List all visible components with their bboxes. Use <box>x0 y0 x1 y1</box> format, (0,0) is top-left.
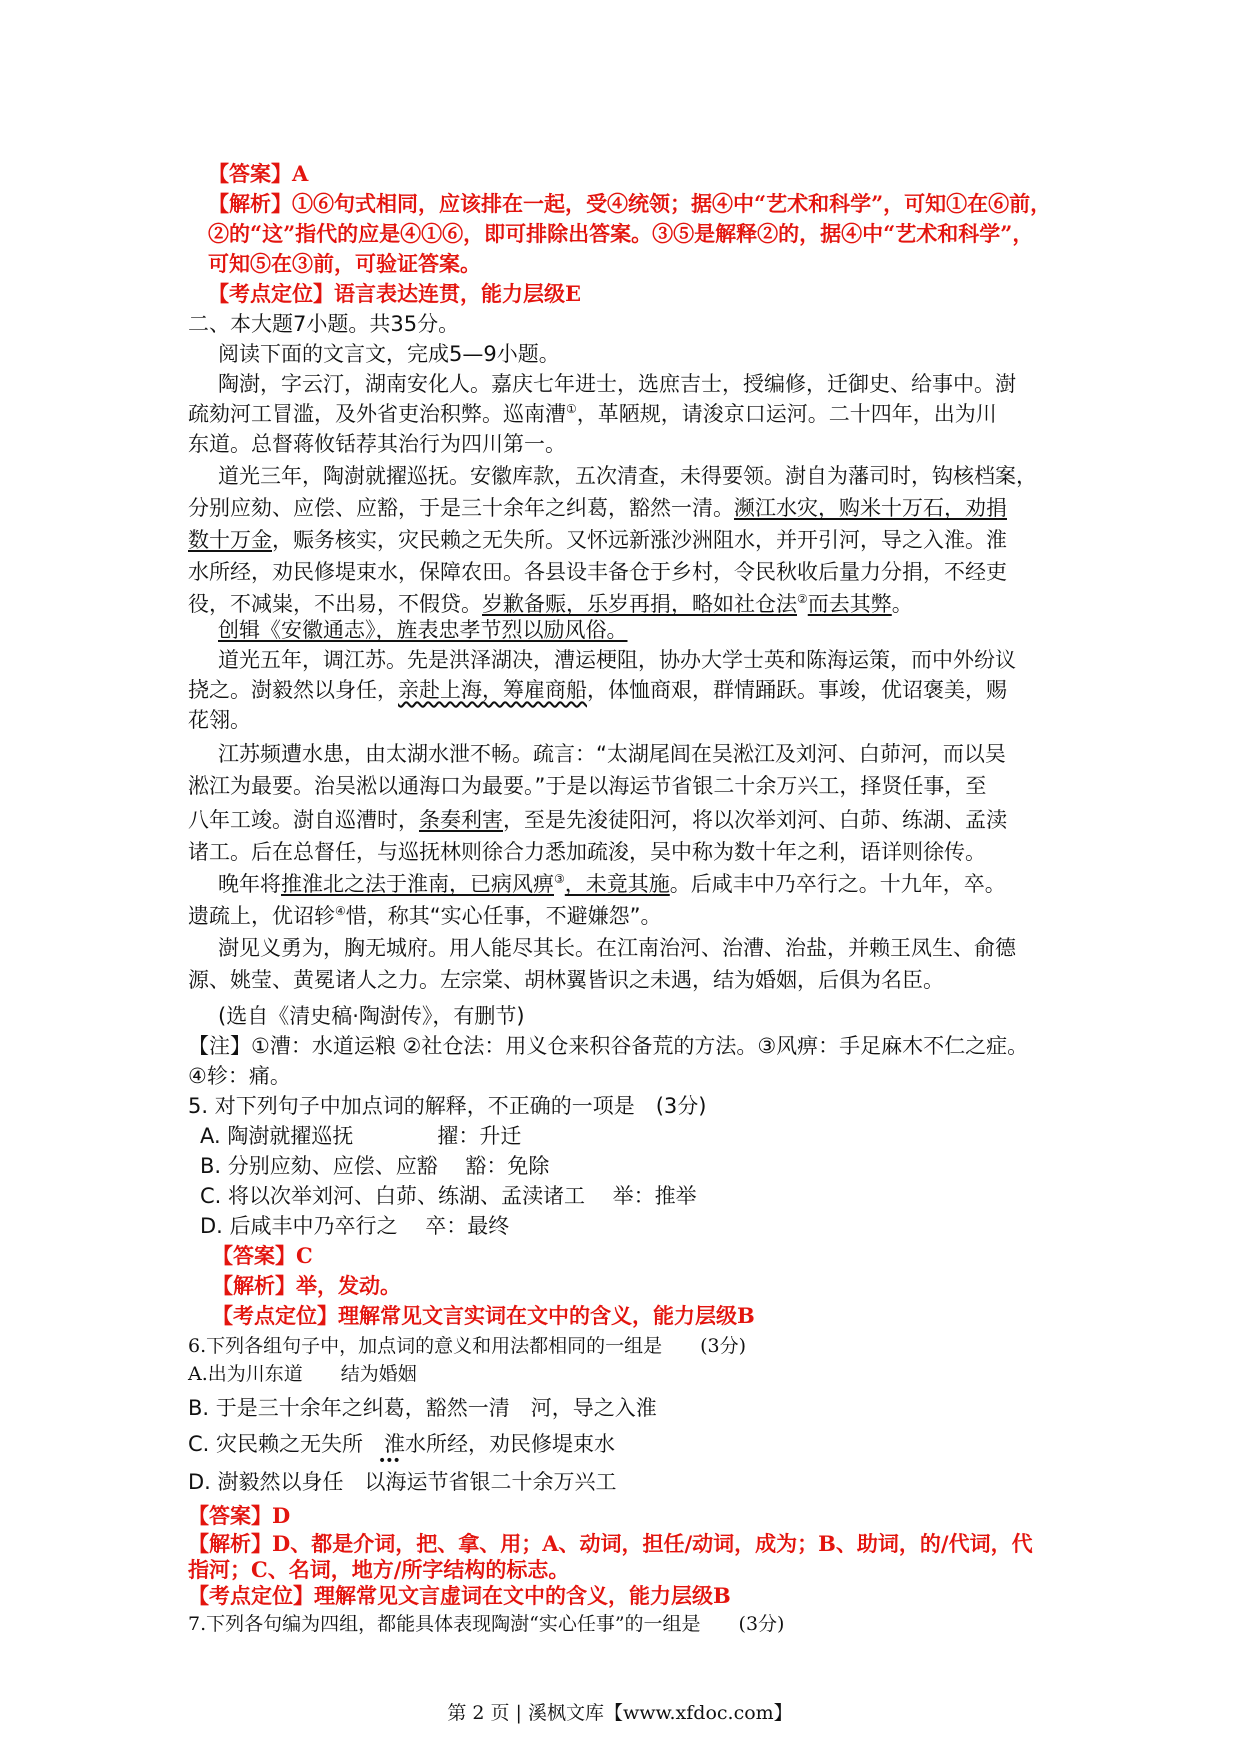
emphasis-dots: ••• <box>378 1453 400 1469</box>
passage-p5-line-1 <box>218 870 1006 898</box>
q6-option-b: B. 于是三十余年之纠葛，豁然一清 河，导之入淮 <box>188 1396 657 1420</box>
q5-point: 【考点定位】理解常见文言实词在文中的含义，能力层级B <box>212 1303 755 1328</box>
q4-analysis-line-3: 可知⑤在③前，可验证答案。 <box>208 251 481 276</box>
q6-analysis-line-1: 【解析】D、都是介词，把、拿、用；A、动词，担任/动词，成为；B、助词，的/代词，代 <box>188 1531 1033 1556</box>
passage-p5-text-b: 。后咸丰中乃卒行之。十九年，卒。 <box>669 872 1006 896</box>
passage-p2-text-a: 分别应劾、应偿、应豁，于是三十余年之纠葛，豁然一清。 <box>188 496 734 520</box>
passage-p2-text-c: 役，不减粜，不出易，不假贷。 <box>188 592 482 616</box>
q5-stem: 5. 对下列句子中加点词的解释，不正确的一项是 (3分) <box>188 1094 707 1118</box>
passage-p4-line-2: 淞江为最要。治吴淞以通海口为最要。”于是以海运节省银二十余万兴工，择贤任事，至 <box>188 774 987 798</box>
q4-analysis-line-1: 【解析】①⑥句式相同，应该排在一起，受④统领；据④中“艺术和科学”，可知①在⑥前， <box>208 191 1052 216</box>
passage-p4-line-3 <box>188 806 1007 834</box>
underlined-sentence-1b: 数十万金 <box>188 528 272 552</box>
q4-analysis-line-2: ②的“这”指代的应是④①⑥，即可排除出答案。③⑤是解释②的，据④中“艺术和科学”， <box>208 221 1034 246</box>
q6-answer: 【答案】D <box>188 1503 291 1528</box>
underlined-sentence-3: 创辑《安徽通志》，旌表忠孝节烈以励风俗。 <box>218 618 628 642</box>
passage-p4-line-1: 江苏频遭水患，由太湖水泄不畅。疏言：“太湖尾闾在吴淞江及刘河、白茆河，而以吴 <box>218 742 1006 766</box>
passage-p2-line-1: 道光三年，陶澍就擢巡抚。安徽库款，五次清查，未得要领。澍自为藩司时，钩核档案， <box>218 464 1037 488</box>
passage-p2-line-3 <box>188 526 1007 554</box>
q5-answer: 【答案】C <box>212 1243 313 1268</box>
underlined-sentence-5a: 推淮北之法于淮南，已病风痹 <box>281 872 554 896</box>
passage-p5-text-d: 惜，称其“实心任事，不避嫌怨”。 <box>345 904 662 928</box>
passage-p1-text-a: 疏劾河工冒滥，及外省吏治积弊。巡南漕 <box>188 402 566 426</box>
underlined-phrase-4: 条奏利害 <box>419 808 503 832</box>
passage-p1-text-b: ，革陋规，请浚京口运河。二十四年，出为川 <box>576 402 997 426</box>
q5-option-c: C. 将以次举刘河、白茆、练湖、孟渎诸工 举：推举 <box>200 1184 697 1208</box>
passage-p2-text-d: 。 <box>891 592 913 616</box>
passage-p5-text-a: 晚年将 <box>218 872 281 896</box>
q7-stem: 7.下列各句编为四组，都能具体表现陶澍“实心任事”的一组是 (3分) <box>188 1613 785 1635</box>
passage-p5-line-2 <box>188 902 662 930</box>
q6-option-a: A.出为川东道 结为婚姻 <box>188 1363 417 1385</box>
passage-p2-text-b: ，赈务核实，灾民赖之无失所。又怀远新涨沙洲阻水，并开引河，导之入淮。淮 <box>272 528 1007 552</box>
passage-p4-line-4: 诸工。后在总督任，与巡抚林则徐合力悉加疏浚，吴中称为数十年之利，语详则徐传。 <box>188 840 986 864</box>
footnote-marker-2: ② <box>797 592 808 606</box>
passage-source: (选自《清史稿·陶澍传》，有删节) <box>218 1004 525 1028</box>
section-instruction: 阅读下面的文言文，完成5—9小题。 <box>218 342 560 366</box>
footnote-marker-3: ③ <box>554 872 565 886</box>
q4-answer: 【答案】A <box>208 161 309 186</box>
passage-p1-line-1: 陶澍，字云汀，湖南安化人。嘉庆七年进士，选庶吉士，授编修，迁御史、给事中。澍 <box>218 372 1016 396</box>
q6-point: 【考点定位】理解常见文言虚词在文中的含义，能力层级B <box>188 1583 731 1608</box>
underlined-sentence-1a: 濒江水灾，购米十万石，劝捐 <box>734 496 1007 520</box>
passage-p2-line-2 <box>188 494 1007 522</box>
q4-point: 【考点定位】语言表达连贯，能力层级E <box>208 281 582 306</box>
q6-analysis-line-2: 指河；C、名词，地方/所字结构的标志。 <box>188 1557 570 1582</box>
underlined-sentence-5b: ，未竟其施 <box>564 872 670 896</box>
passage-p3-line-1: 道光五年，调江苏。先是洪泽湖决，漕运梗阻，协办大学士英和陈海运策，而中外纷议 <box>218 648 1016 672</box>
passage-p3-line-3: 花翎。 <box>188 708 251 732</box>
passage-p4-text-a: 八年工竣。澍自巡漕时， <box>188 808 419 832</box>
underlined-sentence-2a: 岁歉备赈，乐岁再捐，略如社仓法 <box>482 592 797 616</box>
passage-p6-line-2: 源、姚莹、黄冕诸人之力。左宗棠、胡林翼皆识之未遇，结为婚姻，后俱为名臣。 <box>188 968 944 992</box>
passage-notes-line-1: 【注】①漕：水道运粮 ②社仓法：用义仓来积谷备荒的方法。③风痹：手足麻木不仁之症。 <box>188 1034 1029 1058</box>
q6-stem: 6.下列各组句子中，加点词的意义和用法都相同的一组是 (3分) <box>188 1335 747 1357</box>
q6-option-c: C. 灾民赖之无失所 淮水所经，劝民修堤束水 <box>188 1432 616 1456</box>
page-footer: 第 2 页 | 溪枫文库【www.xfdoc.com】 <box>447 1702 793 1724</box>
footnote-marker-4: ④ <box>335 904 346 918</box>
passage-p2-line-5 <box>188 590 913 618</box>
passage-p3-line-2 <box>188 676 1007 704</box>
passage-notes-line-2: ④轸：痛。 <box>188 1064 291 1088</box>
wavy-underlined-phrase: 亲赴上海，筹雇商船 <box>398 678 587 702</box>
q5-option-b: B. 分别应劾、应偿、应豁 豁：免除 <box>200 1154 550 1178</box>
underlined-sentence-2b: 而去其弊 <box>807 592 892 616</box>
q5-analysis: 【解析】举，发动。 <box>212 1273 401 1298</box>
footnote-marker-1: ① <box>566 402 577 416</box>
passage-p4-text-b: ，至是先浚徒阳河，将以次举刘河、白茆、练湖、孟渎 <box>503 808 1007 832</box>
q5-option-a: A. 陶澍就擢巡抚 擢：升迁 <box>200 1124 522 1148</box>
q5-option-d: D. 后咸丰中乃卒行之 卒：最终 <box>200 1214 510 1238</box>
passage-p2-line-4: 水所经，劝民修堤束水，保障农田。各县设丰备仓于乡村，令民秋收后量力分捐，不经吏 <box>188 560 1007 584</box>
passage-p3-text-b: ，体恤商艰，群情踊跃。事竣，优诏褒美，赐 <box>587 678 1007 702</box>
passage-p6-line-1: 澍见义勇为，胸无城府。用人能尽其长。在江南治河、治漕、治盐，并赖王凤生、俞德 <box>218 936 1016 960</box>
passage-p1-line-2 <box>188 400 997 428</box>
q6-option-d: D. 澍毅然以身任 以海运节省银二十余万兴工 <box>188 1470 617 1494</box>
passage-p3-text-a: 挠之。澍毅然以身任， <box>188 678 398 702</box>
passage-p1-line-3: 东道。总督蒋攸铦荐其治行为四川第一。 <box>188 432 566 456</box>
passage-p5-text-c: 遗疏上，优诏轸 <box>188 904 335 928</box>
section-heading: 二、本大题7小题。共35分。 <box>188 312 460 336</box>
